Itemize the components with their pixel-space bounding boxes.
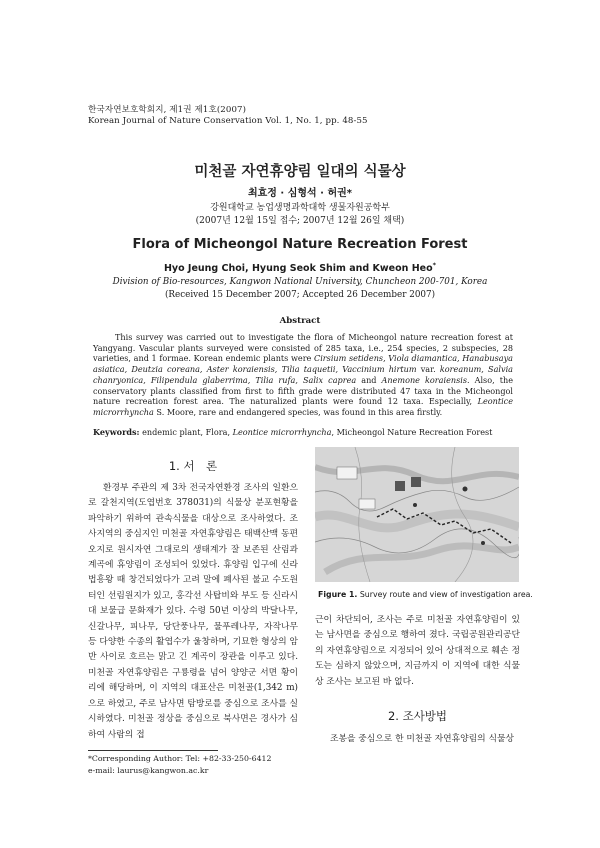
introduction-right-column — [315, 613, 520, 690]
endemic-species-list: Cirsium setidens, Viola diamantica, Hanabusaya asiatica, Deutzia coreana, Aster koraiensis, Tilia taquetii, Vaccinium hirtum — [93, 353, 513, 375]
introduction-paragraph: 환경부 주관의 제 3차 전국자연환경 조사의 일환으로 갈천지역(도엽번호 378031)의 식물상 분포현황을 파악하기 위하여 관속식물을 대상으로 조사하였다. 조사지역의 중심지인 미천골 자연휴양림은 태백산맥 동편 오지로 원시자연 그대로의 생태계가 잘 보존된 산림과 계곡에 휴양림이 조성되어 있었다. 휴양림 입구에 신라 법흥왕 때 창건되었다가 고려 말에 폐사된 불교 수도원 터인 선림원지가 있고, 홍각선 사탑비와 부도 등 신라시대 보물급 문화재가 있다. 수령 50년 이상의 박달나무, 신갈나무, 피나무, 당단풍나무, 물푸레나무, 자작나무 등 다양한 수종의 활엽수가 울창하며, 기묘한 형상의 암반 사이로 흐르는 맑고 긴 계곡이 장관을 이루고 있다. 미천골 자연휴양림은 구룡령을 넘어 양양군 서면 황이리에 해당하며, 이 지역의 대표산은 미천골(1,342 m)으로 하였고, 주로 남사면 탐방로를 중심으로 조사를 실시하였다. 미천골 정상을 중심으로 북사면은 경사가 심하여 사람의 접 — [88, 483, 298, 740]
title-korean: 미천골 자연휴양림 일대의 식물상 — [194, 164, 406, 180]
affiliation-english: Division of Bio-resources, Kangwon National University, Chuncheon 200-701, Korea — [112, 277, 488, 287]
footnote-corresponding-author: *Corresponding Author: Tel: +82-33-250-6412 — [88, 754, 272, 763]
methods-right-column — [315, 732, 520, 747]
abstract-text-3: and — [356, 374, 382, 385]
section-heading-methods: 2. 조사방법 — [387, 709, 448, 723]
footnote-email: e-mail: laurus@kangwon.ac.kr — [88, 766, 209, 775]
corresponding-author-mark: * — [432, 261, 437, 269]
title-english: Flora of Micheongol Nature Recreation Forest — [132, 237, 468, 252]
abstract-body — [93, 332, 513, 418]
methods-paragraph: 조봉을 중심으로 한 미천골 자연휴양림의 식물상 — [330, 734, 514, 744]
keywords — [93, 427, 523, 437]
map-drawing — [315, 447, 519, 582]
figure-caption — [318, 590, 533, 599]
abstract-text-2: var. — [416, 364, 440, 375]
journal-name-korean: 한국자연보호학회지, 제1권 제1호(2007) — [88, 105, 247, 115]
keywords-species: Leontice microrrhyncha — [232, 427, 332, 437]
dates-english: (Received 15 December 2007; Accepted 26 December 2007) — [164, 290, 436, 300]
keywords-text-1: endemic plant, Flora, — [139, 427, 233, 437]
endemic-species-list-3: Anemone koraiensis — [381, 374, 467, 385]
rare-species-name: Leontice microrrhyncha — [93, 396, 513, 417]
footnote-rule — [88, 750, 218, 751]
figure-caption-text: Survey route and view of investigation area. — [357, 590, 533, 599]
endemic-species-list-2: koreanum, Salvia chanryonica, Filipendula glaberrima, Tilia rufa, Salix caprea — [93, 364, 513, 385]
introduction-left-column — [88, 481, 298, 743]
journal-name-english: Korean Journal of Nature Conservation Vol. 1, No. 1, pp. 48-55 — [88, 116, 368, 126]
figure-label: Figure 1. — [318, 590, 358, 599]
authors-korean: 최효정 · 심형석 · 허권* — [247, 188, 353, 199]
authors-english — [0, 261, 600, 274]
section-heading-introduction: 1. 서 론 — [168, 459, 218, 473]
keywords-label: Keywords: — [93, 427, 140, 437]
abstract-text-1: This survey was carried out to investigate the flora of Micheongol nature recreation forest at Yangyang. Vascular plants surveyed were consisted of 285 taxa, i.e., 254 species, 2 subspecies, 28 varieties, and 1 formae. Korean endemic plants were — [93, 332, 513, 364]
authors-english-names: Hyo Jeung Choi, Hyung Seok Shim and Kweon Heo — [163, 263, 433, 275]
dates-korean: (2007년 12월 15일 접수; 2007년 12월 26일 채택) — [195, 216, 405, 226]
survey-route-map — [315, 447, 519, 582]
abstract-text-4: . Also, the conservatory plants classified from first to fifth grade were distributed 47 taxa in the Micheongol nature recreation forest area. The naturalized plants were found 12 taxa. Especially, — [93, 374, 513, 407]
affiliation-korean: 강원대학교 농업생명과학대학 생물자원공학부 — [210, 203, 390, 213]
abstract-heading: Abstract — [279, 316, 321, 326]
abstract-text-5: S. Moore, rare and endangered species, was found in this area firstly. — [153, 406, 443, 417]
keywords-text-2: , Micheongol Nature Recreation Forest — [331, 427, 493, 437]
introduction-continuation: 근이 차단되어, 조사는 주로 미천골 자연휴양림이 있는 남사면을 중심으로 행하여 졌다. 국립공원관리공단의 자연휴양림으로 지정되어 있어 상대적으로 훼손 정도는 심하지 않았으며, 지금까지 이 지역에 대한 식물상 조사는 보고된 바 없다. — [315, 615, 520, 687]
